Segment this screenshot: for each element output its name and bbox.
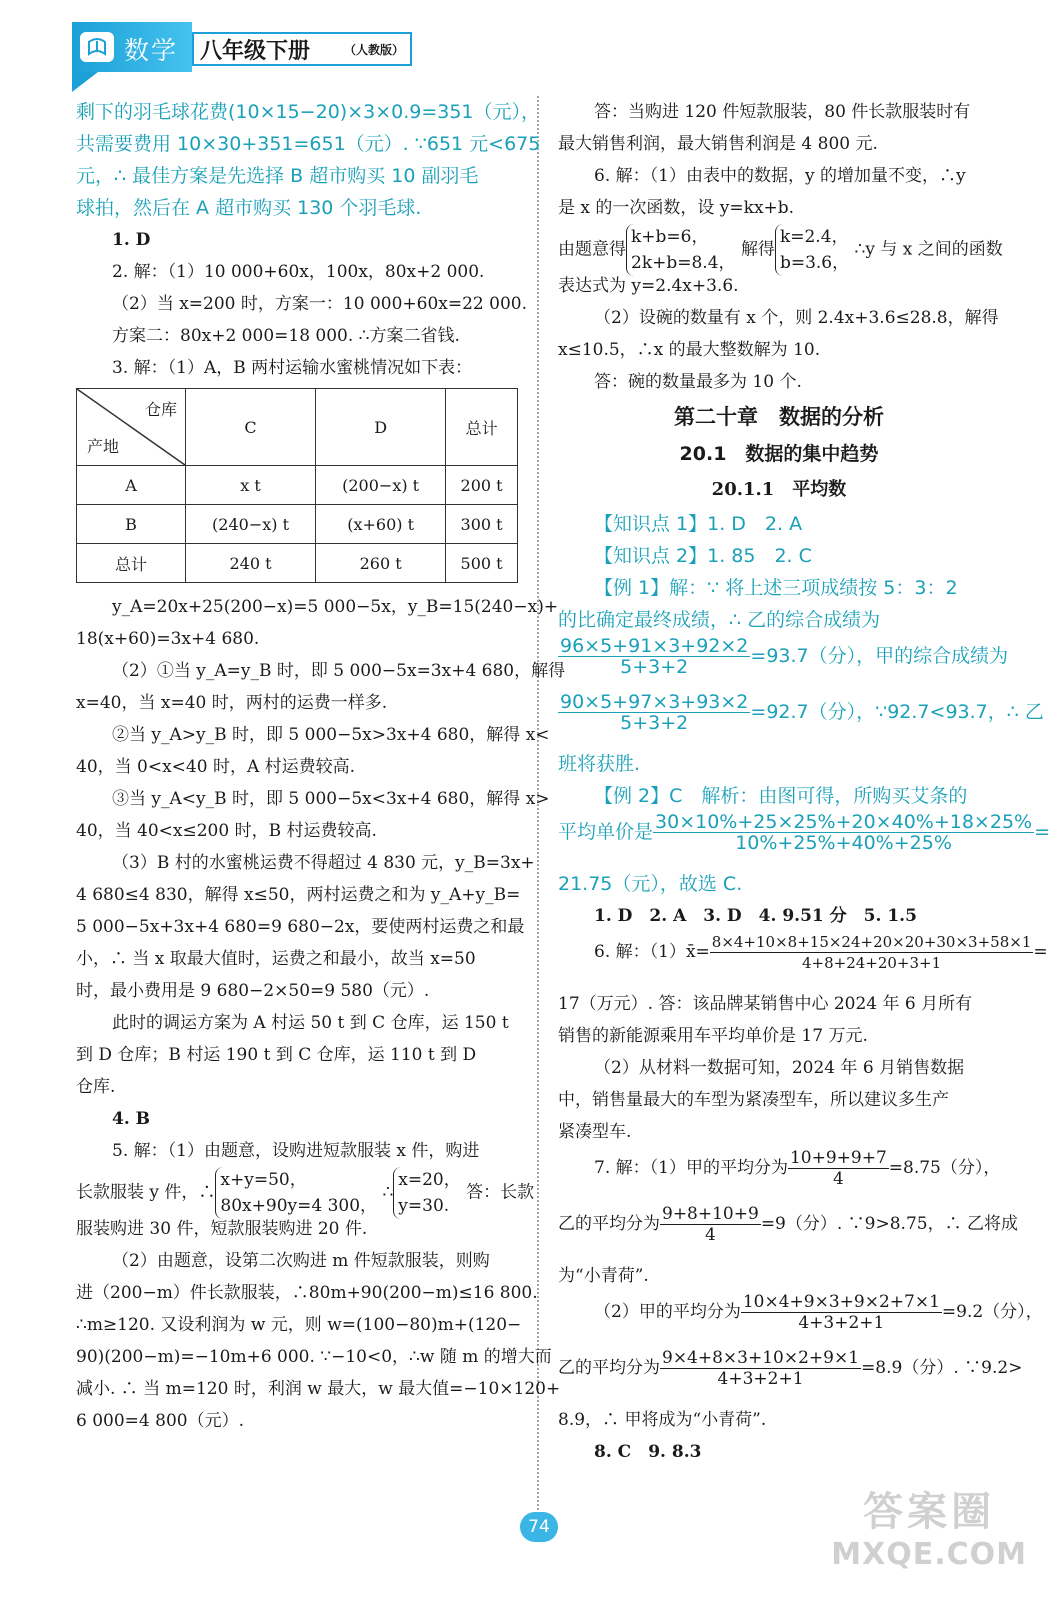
table-cell: 300 t — [446, 505, 518, 544]
table-header-row — [77, 389, 518, 466]
answer-q6-line: 答：碗的数量最多为 10 个. — [594, 372, 802, 392]
fraction-numerator: 8×4+10×8+15×24+20×20+30×3+58×1 — [711, 933, 1032, 951]
fraction-numerator: 9+8+10+9 — [662, 1204, 759, 1224]
answer-q3-line: x=40，当 x=40 时，两村的运费一样多. — [76, 693, 388, 713]
fraction-numerator: 90×5+97×3+93×2 — [560, 691, 749, 713]
answer-q6-line: 表达式为 y=2.4x+3.6. — [558, 276, 739, 296]
example2-prefix: 平均单价是 — [558, 821, 654, 843]
answer-q3-line: 40，当 40<x≤200 时，B 村运费较高. — [76, 821, 377, 841]
answer-q5-line: 服装购进 30 件，短款服装购进 20 件. — [76, 1219, 368, 1239]
table-cell: 200 t — [446, 466, 518, 505]
fraction-denominator: 5+3+2 — [620, 712, 689, 734]
answer-q5-line: 进（200−m）件长款服装，∴80m+90(200−m)≤16 800. — [76, 1283, 538, 1303]
example2-fraction-line — [558, 811, 1050, 868]
intro-line: 共需要费用 10×30+351=651（元）. ∵651 元<675 — [76, 133, 541, 155]
equation-row: y=30. — [398, 1196, 450, 1216]
equation-row: b=3.6， — [779, 253, 850, 273]
table-row-label: B — [77, 505, 186, 544]
answer-q5-line: ∴m≥120. 又设利润为 w 元，则 w=(100−80)m+(120− — [76, 1315, 522, 1335]
corner-origin-label: 产地 — [87, 437, 120, 456]
intro-line: 球拍，然后在 A 超市购买 130 个羽毛球. — [76, 197, 422, 219]
intro-line: 元，∴ 最佳方案是先选择 B 超市购买 10 副羽毛 — [76, 165, 479, 187]
chapter-heading: 第二十章 数据的分析 — [674, 405, 884, 429]
fraction-denominator: 4+8+24+20+3+1 — [801, 954, 942, 972]
fraction — [558, 692, 750, 733]
answer-q4: 4. B — [112, 1109, 151, 1129]
answer-q5-line: 5. 解：（1）由题意，设购进短款服装 x 件，购进 — [112, 1141, 480, 1161]
table-cell: (200−x) t — [316, 466, 446, 505]
equation-solution — [393, 1167, 460, 1219]
answer-q3-line: 40，当 0<x<40 时，A 村运费较高. — [76, 757, 356, 777]
book-leaf-icon — [80, 32, 114, 62]
answer-q7-line — [558, 1292, 1043, 1348]
example1-fraction-line — [558, 635, 1009, 692]
equation-row: k=2.4， — [779, 227, 849, 247]
answer-q6b-line: 紧凑型车. — [558, 1122, 632, 1142]
q6-from-label: 由题意得 — [558, 239, 626, 260]
answer-q6-line: x≤10.5，∴x 的最大整数解为 10. — [558, 340, 821, 360]
table-header-cell: D — [316, 389, 446, 466]
example2-line: 【例 2】C 解析：由图可得，所购买艾条的 — [594, 785, 968, 807]
answer-q3-line: 到 D 仓库；B 村运 190 t 到 C 仓库，运 110 t 到 D — [76, 1045, 477, 1065]
q6-solve-label: 解得 — [740, 239, 775, 260]
fraction-denominator: 5+3+2 — [620, 656, 689, 678]
edition-label: （人教版） — [344, 43, 405, 57]
answer-q6-line: 6. 解：（1）由表中的数据，y 的增加量不变，∴y — [594, 166, 966, 186]
answer-q6b-line: 中，销售量最大的车型为紧凑型车，所以建议多生产 — [558, 1090, 949, 1110]
banner-tail — [72, 72, 98, 92]
answer-q3-line: 小，∴ 当 x 取最大值时，运费之和最小，故当 x=50 — [76, 949, 476, 969]
equation-system — [626, 224, 736, 276]
answer-q5-end: 答：当购进 120 件短款服装，80 件长款服装时有 — [594, 102, 971, 122]
fraction-denominator: 4+3+2+1 — [798, 1313, 885, 1333]
answer-q7-line — [558, 1348, 1023, 1404]
site-watermark — [831, 1480, 1027, 1572]
subject-label: 数学 — [124, 36, 179, 65]
example1-end: 班将获胜. — [558, 753, 641, 775]
answer-q7-line: 8.9，∴ 甲将成为“小青荷”. — [558, 1410, 767, 1430]
answer-q3-line: （3）B 村的水蜜桃运费不得超过 4 830 元，y_B=3x+ — [112, 853, 535, 873]
answer-q5-end: 最大销售利润，最大销售利润是 4 800 元. — [558, 134, 878, 154]
q5-answer-start: 答：长款 — [466, 1182, 535, 1203]
answer-q6b-line: 17（万元）. 答：该品牌某销售中心 2024 年 6 月所有 — [558, 994, 973, 1014]
fraction — [660, 1204, 761, 1245]
table-cell: 240 t — [186, 544, 316, 583]
table-cell: (240−x) t — [186, 505, 316, 544]
q7-prefix: 7. 解：（1）甲的平均分为 — [594, 1158, 788, 1178]
q5-prefix: 长款服装 y 件，∴ — [76, 1182, 216, 1203]
table-cell: (x+60) t — [316, 505, 446, 544]
answer-q5-line: （2）由题意，设第二次购进 m 件短款服装，则购 — [112, 1251, 490, 1271]
table-row-label: A — [77, 466, 186, 505]
fraction — [741, 1292, 942, 1333]
answer-q7-line: 为“小青荷”. — [558, 1266, 649, 1286]
answer-q2-line: 方案二：80x+2 000=18 000. ∴方案二省钱. — [112, 326, 460, 346]
subject-banner — [72, 22, 192, 72]
watermark-logo-text: 答案圈 — [863, 1489, 996, 1535]
answer-q3-line: 此时的调运方案为 A 村运 50 t 到 C 仓库，运 150 t — [112, 1013, 509, 1033]
fraction-denominator: 4+3+2+1 — [717, 1369, 804, 1389]
example1-line: 【例 1】解：∵ 将上述三项成绩按 5：3：2 — [594, 577, 958, 599]
answer-q3-line: 5 000−5x+3x+4 680=9 680−2x，要使两村运费之和最 — [76, 917, 525, 937]
table-header-cell: C — [186, 389, 316, 466]
table-header-cell: 总计 — [446, 389, 518, 466]
fraction-numerator: 10×4+9×3+9×2+7×1 — [742, 1292, 940, 1312]
table-row — [77, 466, 518, 505]
answer-q1: 1. D — [112, 230, 151, 250]
answer-q5-line: 6 000=4 800（元）. — [76, 1411, 244, 1431]
answer-q3-line: 18(x+60)=3x+4 680. — [76, 629, 260, 649]
fraction-result: =8.9（分）. ∵9.2> — [861, 1358, 1023, 1378]
answer-q2-line: （2）当 x=200 时，方案一：10 000+60x=22 000. — [112, 294, 527, 314]
table-cell: x t — [186, 466, 316, 505]
answer-q7-line — [558, 1204, 1018, 1260]
fraction-numerator: 96×5+91×3+92×2 — [560, 635, 749, 657]
q7-prefix: （2）甲的平均分为 — [594, 1302, 741, 1322]
equation-system — [215, 1167, 377, 1219]
answer-q3-line: 4 680≤4 830，解得 x≤50，两村运费之和为 y_A+y_B= — [76, 885, 521, 905]
answer-q6-line: （2）设碗的数量有 x 个，则 2.4x+3.6≤28.8，解得 — [594, 308, 999, 328]
answer-q5-line: 90)(200−m)=−10m+6 000. ∵−10<0，∴w 随 m 的增大而 — [76, 1347, 552, 1367]
page-header — [72, 22, 412, 72]
table-cell: 500 t — [446, 544, 518, 583]
answers-row: 1. D 2. A 3. D 4. 9.51 分 5. 1.5 — [594, 906, 917, 926]
answer-q6-fraction-line — [558, 932, 1048, 988]
answer-q6-system-line — [558, 224, 1003, 273]
table-row-label: 总计 — [77, 544, 186, 583]
knowledge-point-1: 【知识点 1】1. D 2. A — [594, 513, 803, 535]
fraction-result: = — [1034, 821, 1050, 843]
left-column — [76, 96, 566, 1437]
grade-title: 八年级下册 — [200, 39, 311, 64]
answer-q3-line: ②当 y_A>y_B 时，即 5 000−5x>3x+4 680，解得 x< — [112, 725, 550, 745]
right-column — [558, 96, 1050, 1468]
answer-q3-intro: 3. 解：（1）A，B 两村运输水蜜桃情况如下表： — [112, 358, 473, 378]
answer-q3-line: （2）①当 y_A=y_B 时，即 5 000−5x=3x+4 680，解得 — [112, 661, 566, 681]
fraction — [558, 636, 750, 677]
fraction — [788, 1148, 889, 1189]
answer-q5-system-line — [76, 1167, 535, 1216]
fraction-result: = — [1033, 942, 1048, 962]
fraction-result: =93.7（分），甲的综合成绩为 — [750, 645, 1009, 667]
equation-row: x+y=50， — [220, 1170, 307, 1190]
table-cell: 260 t — [316, 544, 446, 583]
equation-row: k+b=6， — [631, 227, 709, 247]
page-number: 74 — [520, 1512, 558, 1542]
intro-line: 剩下的羽毛球花费(10×15−20)×3×0.9=351（元）， — [76, 101, 541, 123]
answer-q6b-line: （2）从材料一数据可知，2024 年 6 月销售数据 — [594, 1058, 965, 1078]
answer-q6b-line: 销售的新能源乘用车平均单价是 17 万元. — [558, 1026, 868, 1046]
q6-mean-prefix: 6. 解：（1）x̄= — [594, 942, 710, 962]
example1-fraction-line — [558, 691, 1044, 748]
grade-box — [192, 32, 412, 66]
answer-q3-line: y_A=20x+25(200−x)=5 000−5x，y_B=15(240−x)+ — [112, 597, 559, 617]
fraction-result: =9.2（分）， — [941, 1302, 1043, 1322]
fraction-denominator: 4 — [704, 1225, 716, 1245]
answer-q3-line: 时，最小费用是 9 680−2×50=9 580（元）. — [76, 981, 430, 1001]
answer-q3-line: 仓库. — [76, 1077, 116, 1097]
q6-tail-label: ∴y 与 x 之间的函数 — [854, 239, 1003, 260]
example2-end: 21.75（元），故选 C. — [558, 873, 743, 895]
fraction-result: =8.75（分）， — [888, 1158, 1001, 1178]
answers-q8-q9: 8. C 9. 8.3 — [594, 1442, 702, 1462]
section-heading: 20.1 数据的集中趋势 — [679, 443, 879, 465]
answer-q3-line: ③当 y_A<y_B 时，即 5 000−5x<3x+4 680，解得 x> — [112, 789, 550, 809]
answer-q2-line: 2. 解：（1）10 000+60x，100x，80x+2 000. — [112, 262, 485, 282]
knowledge-point-2: 【知识点 2】1. 85 2. C — [594, 545, 812, 567]
fraction — [653, 812, 1034, 853]
q7-prefix: 乙的平均分为 — [558, 1358, 660, 1378]
fraction-denominator: 10%+25%+40%+25% — [735, 832, 952, 854]
equation-row: 2k+b=8.4， — [631, 253, 736, 273]
fraction — [660, 1348, 861, 1389]
table-corner-cell — [77, 389, 186, 466]
subsection-heading: 20.1.1 平均数 — [711, 479, 847, 500]
therefore-symbol: ∴ — [382, 1182, 394, 1203]
equation-row: 80x+90y=4 300， — [220, 1196, 378, 1216]
watermark-url: MXQE.COM — [831, 1537, 1027, 1572]
fraction-numerator: 10+9+9+7 — [789, 1148, 887, 1168]
fraction-result: =9（分）. ∵9>8.75，∴ 乙将成 — [760, 1214, 1018, 1234]
fraction — [710, 932, 1034, 973]
equation-row: x=20， — [398, 1170, 461, 1190]
answer-q5-line: 减小. ∴ 当 m=120 时，利润 w 最大，w 最大值=−10×120+ — [76, 1379, 561, 1399]
example1-line: 的比确定最终成绩，∴ 乙的综合成绩为 — [558, 609, 881, 631]
table-row — [77, 505, 518, 544]
answer-q6-line: 是 x 的一次函数，设 y=kx+b. — [558, 198, 795, 218]
corner-warehouse-label: 仓库 — [144, 400, 177, 419]
q7-prefix: 乙的平均分为 — [558, 1214, 660, 1234]
fraction-numerator: 30×10%+25×25%+20×40%+18×25% — [655, 811, 1033, 833]
transport-table — [76, 388, 518, 583]
fraction-result: =92.7（分），∵92.7<93.7，∴ 乙 — [750, 701, 1044, 723]
equation-solution — [775, 224, 849, 276]
answer-q7-line — [558, 1148, 1000, 1204]
fraction-denominator: 4 — [832, 1169, 844, 1189]
fraction-numerator: 9×4+8×3+10×2+9×1 — [662, 1348, 860, 1368]
table-row — [77, 544, 518, 583]
